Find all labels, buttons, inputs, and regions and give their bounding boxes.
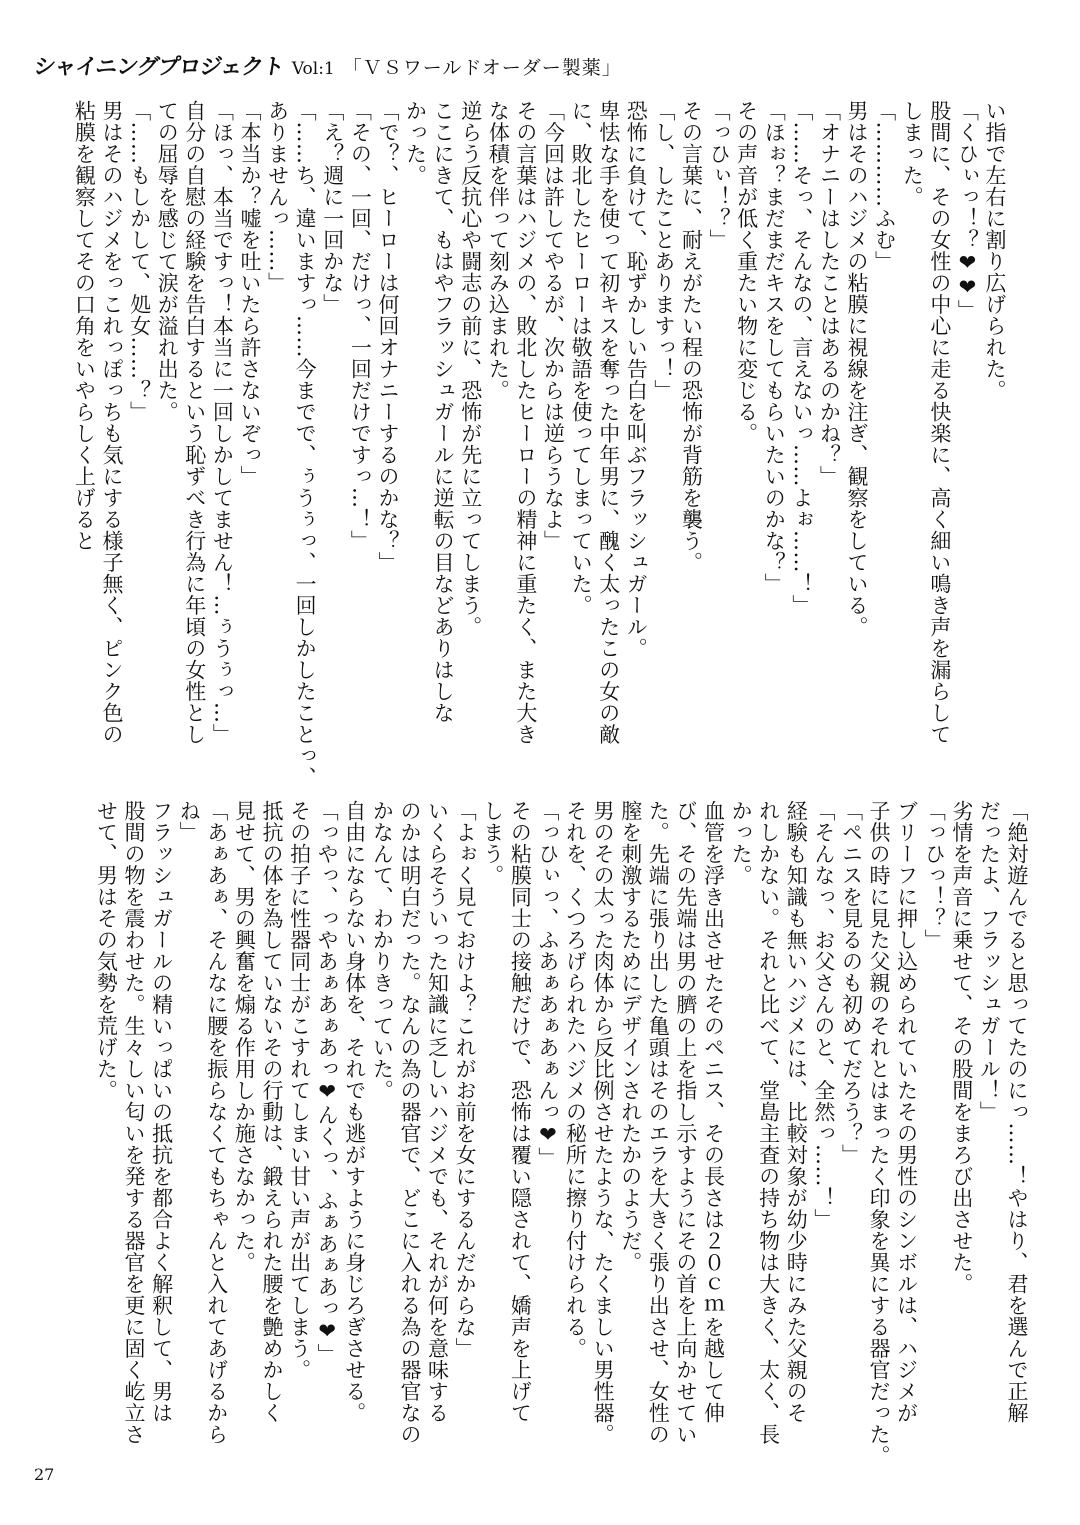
text-column: 「本当か？嘘を吐いたら許さないぞっ」 — [237, 100, 262, 487]
text-column: しまう。 — [480, 800, 505, 886]
series-logo: シャイニングプロジェクト — [31, 55, 286, 80]
text-column: 「っひっ！？」 — [922, 800, 947, 951]
text-column: いくらそういった知識に乏しいハジメでも、それが何を意味する — [425, 800, 450, 1424]
text-column: 逆らう反抗心や闘志の前に、恐怖が先に立ってしまう。 — [458, 100, 483, 638]
text-column: しまった。 — [900, 100, 925, 208]
text-column: その言葉に、耐えがたい程の恐怖が背筋を襲う。 — [679, 100, 704, 573]
text-column: 「そんなっ、お父さんのと、全然っ……！」 — [811, 800, 836, 1230]
text-column: 「オナニーはしたことはあるのかね？」 — [817, 100, 842, 487]
text-column: 男のその太った肉体から反比例させたような、たくましい男性器。 — [591, 800, 616, 1445]
text-column: 股間の物を震わせた。生々しい匂いを発する器官を更に固く屹立さ — [122, 800, 146, 1445]
text-column: せて、男はその気勢を荒げた。 — [94, 800, 119, 1101]
text-column: かった。 — [729, 800, 754, 886]
text-column: い指で左右に割り広げられた。 — [983, 100, 1007, 401]
text-column: 「絶対遊んでると思ってたのにっ……！やはり、君を選んで正解 — [1005, 800, 1029, 1424]
text-column: 「その、一回、だけっ、一回だけですっ…！」 — [348, 100, 373, 552]
text-column: その粘膜同士の接触だけで、恐怖は覆い隠されて、嬌声を上げて — [508, 800, 533, 1424]
text-column: 劣情を声音に乗せて、その股間をまろび出させた。 — [949, 800, 974, 1295]
text-block-bottom — [80, 800, 1030, 1480]
text-column: 股間に、その女性の中心に走る快楽に、高く細い鳴き声を漏らして — [927, 100, 952, 745]
text-column: 「っひぃっ、ふあぁあぁあぁんっ❤」 — [535, 800, 560, 1169]
text-column: だったよ、フラッシュガール！」 — [977, 800, 1002, 1123]
text-column: 「し、したことありますっ！」 — [651, 100, 676, 401]
text-column: 「くひぃっ！？❤❤」 — [955, 100, 980, 321]
text-column: 子供の時に見た父親のそれとはまったく印象を異にする器官だった。 — [867, 800, 892, 1467]
text-column: ブリーフに押し込められていたその男性のシンボルは、ハジメが — [894, 800, 919, 1424]
text-column: かった。 — [403, 100, 428, 186]
text-column: それを、くつろげられたハジメの秘所に擦り付けられる。 — [563, 800, 588, 1359]
chapter-subtitle: 「ＶＳワールドオーダー製薬」 — [342, 57, 622, 79]
text-column: び、その先端は男の臍の上を指し示すようにその首を上向かせてい — [673, 800, 698, 1445]
text-column: 膣を刺激するためにデザインされたかのようだ。 — [618, 800, 643, 1273]
text-column: 「…………ふむ」 — [872, 100, 897, 272]
text-column: 「今回は許してやるが、次からは逆らうなよ」 — [541, 100, 566, 552]
text-column: その言葉はハジメの、敗北したヒーローの精神に重たく、また大き — [513, 100, 538, 745]
text-column: ありませんっ……」 — [265, 100, 290, 294]
text-column: 「っひぃ！？」 — [707, 100, 732, 251]
volume-label: Vol:1 — [291, 59, 335, 79]
text-block-top — [58, 100, 1008, 788]
text-column: 見せて、男の興奮を煽る作用しか施さなかった。 — [232, 800, 257, 1273]
text-column: 「で？、ヒーローは何回オナニーするのかな？」 — [375, 100, 400, 573]
text-column: ての屈辱を感じて涙が溢れ出た。 — [155, 100, 180, 423]
text-column: 「っやっ、っやあぁあぁあっ❤んくっ、ふぁあぁあっ❤」 — [315, 800, 340, 1365]
text-column: 抵抗の体を為していないその行動は、鍛えられた腰を艶めかしく — [259, 800, 284, 1424]
text-column: 男はそのハジメの粘膜に視線を注ぎ、観察をしている。 — [845, 100, 870, 638]
text-column: 卑怯な手を使って初キスを奪った中年男に、醜く太ったこの女の敵 — [596, 100, 621, 745]
text-column: 「ほっ、本当ですっ！本当に一回しかしてません！…ぅうぅっ…」 — [210, 100, 235, 745]
text-column: ね」 — [177, 800, 202, 843]
text-column: 「……もしかして、処女……？」 — [127, 100, 152, 423]
text-column: 男はそのハジメをっこれっぽっちも気にする様子無く、ピンク色の — [100, 100, 124, 745]
text-column: フラッシュガールの精いっぱいの抵抗を都合よく解釈して、男は — [149, 800, 174, 1424]
text-column: かなんて、わかりきっていた。 — [370, 800, 395, 1101]
text-column: 恐怖に負けて、恥ずかしい告白を叫ぶフラッシュガール。 — [624, 100, 649, 659]
text-column: 「え？週に一回かな」 — [320, 100, 345, 315]
text-column: のかは明白だった。なんの為の器官で、どこに入れる為の器官なの — [397, 800, 422, 1445]
text-column: 「ほぉ？まだまだキスをしてもらいたいのかな？」 — [762, 100, 787, 595]
text-column: れしかない。それと比べて、堂島主査の持ち物は大きく、太く、長 — [756, 800, 781, 1445]
text-column: 自分の自慰の経験を告白するという恥ずべき行為に年頃の女性とし — [182, 100, 207, 745]
text-column: その声音が低く重たい物に変じる。 — [734, 100, 759, 444]
page-number: 27 — [34, 1465, 55, 1484]
text-column: な体積を伴って刻み込まれた。 — [486, 100, 511, 401]
text-column: 経験も知識も無いハジメには、比較対象が幼少時にみた父親のそ — [784, 800, 809, 1424]
text-column: ここにきて、もはやフラッシュガールに逆転の目などありはしな — [431, 100, 456, 724]
text-column: 血管を浮き出させたそのペニス、その長さは２０ｃｍを越して伸 — [701, 800, 726, 1424]
text-column: 「……ち、違いますっ……今までで、ぅうぅっ、一回しかしたことっ、 — [293, 100, 318, 788]
text-column: その拍子に性器同士がこすれてしまい甘い声が出てしまう。 — [287, 800, 312, 1381]
text-column: 粘膜を観察してその口角をいやらしく上げると — [72, 100, 97, 552]
text-column: た。先端に張り出した亀頭はそのエラを大きく張り出させ、女性の — [646, 800, 671, 1445]
text-column: 「ペニスを見るのも初めてだろう？」 — [839, 800, 864, 1166]
running-header — [31, 50, 622, 81]
text-column: 「あぁあぁ、そんなに腰を振らなくてもちゃんと入れてあげるから — [204, 800, 229, 1445]
text-column: 自由にならない身体を、それでも逃がすように身じろぎさせる。 — [342, 800, 367, 1424]
text-column: に、敗北したヒーローは敬語を使ってしまっていた。 — [569, 100, 594, 616]
text-column: 「……そっ、そんなの、言えないっ……よぉ……！」 — [789, 100, 814, 616]
text-column: 「よぉく見ておけよ？これがお前を女にするんだからな」 — [453, 800, 478, 1359]
